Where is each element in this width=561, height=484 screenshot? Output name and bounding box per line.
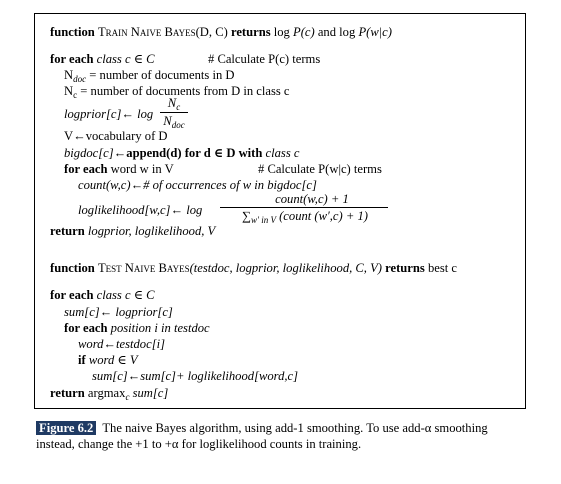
comment-pwc: # Calculate P(w|c) terms [258, 162, 382, 176]
for-word: for each word w in V [64, 162, 174, 176]
bigdoc-line: bigdoc[c]←append(d) for d ∈ D with class c [64, 146, 300, 160]
ndoc-line: $N_{doc}$ = number of documents in D [64, 68, 235, 84]
loglikelihood-numerator: count(w,c) + 1 [275, 192, 349, 206]
loglikelihood-lhs: loglikelihood[w,c]← log [78, 203, 203, 217]
comment-pc: # Calculate P(c) terms [208, 52, 321, 66]
loglikelihood-fraction-bar [220, 207, 388, 208]
sum-update: sum[c]←sum[c]+ loglikelihood[word,c] [92, 369, 299, 383]
train-for-class: for each class c ∈ C [50, 52, 155, 66]
nc-line: $N_c$ = number of documents from D in class c [64, 84, 290, 100]
figure-label: Figure 6.2 [36, 421, 96, 435]
logprior-numerator: $N_c$ [167, 96, 181, 112]
for-position: for each position i in testdoc [64, 321, 210, 335]
figure-caption [36, 420, 526, 452]
if-line: if word ∈ V [78, 353, 138, 367]
logprior-lhs: logprior[c]← log [64, 107, 154, 121]
count-line: count(w,c)←# of occurrences of w in bigdoc[c] [78, 178, 317, 192]
vocab-line: V←vocabulary of D [64, 129, 168, 143]
sum-init: sum[c]← logprior[c] [64, 305, 173, 319]
word-assign: word←testdoc[i] [78, 337, 165, 351]
test-for-class: for each class c ∈ C [50, 288, 155, 302]
train-signature: function Train Naive Bayes(D, C) returns log P(c) and log P(w|c) [50, 25, 392, 39]
test-return: return argmax$_c$ sum[c] [50, 386, 169, 402]
test-signature: function Test Naive Bayes(testdoc, logprior, loglikelihood, C, V) returns best c [50, 261, 457, 275]
train-return: return logprior, loglikelihood, V [50, 224, 216, 238]
logprior-fraction-bar [160, 112, 188, 113]
logprior-denominator: $N_{doc}$ [163, 114, 185, 130]
loglikelihood-denominator: $\sum_{w' in V}$ (count (w′,c) + 1) [241, 209, 368, 225]
caption-text: The naive Bayes algorithm, using add-1 smoothing. To use add-α smoothing instead, change the +1 to +α for loglikelihood counts in training. [36, 421, 488, 451]
